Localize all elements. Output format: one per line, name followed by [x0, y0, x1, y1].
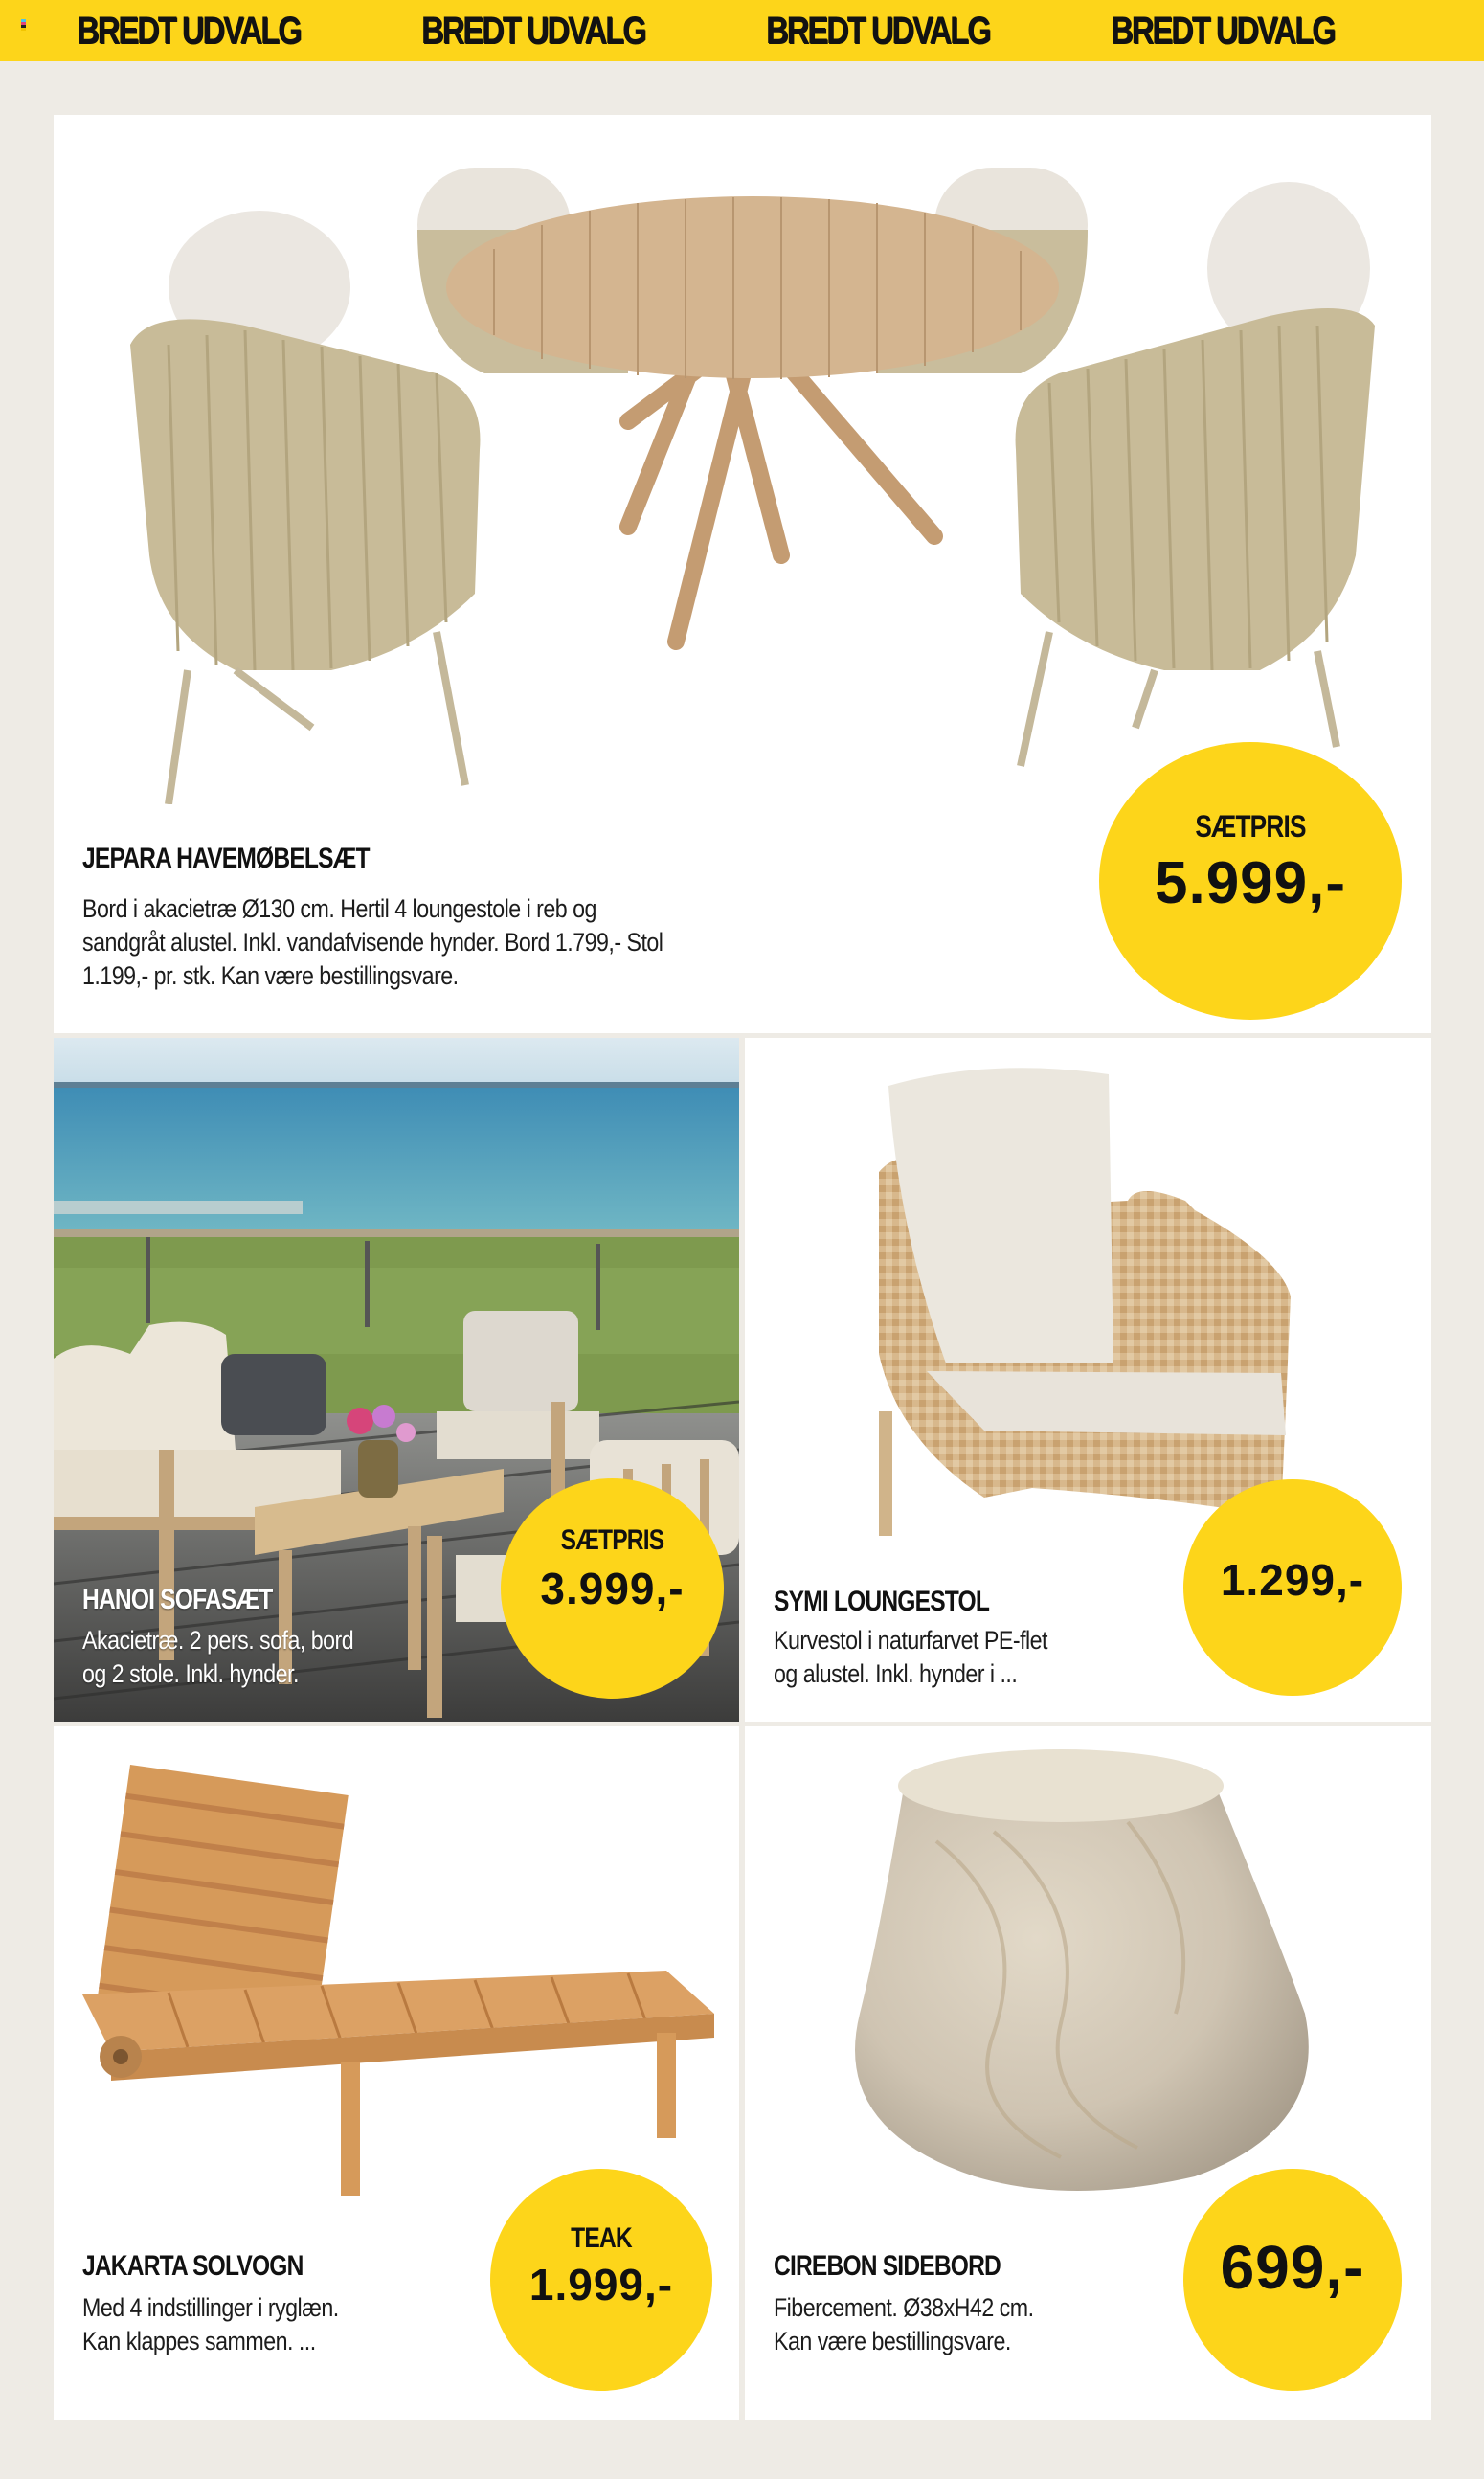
price-badge: [501, 1478, 724, 1699]
price-badge: [1183, 1479, 1402, 1696]
product-title: JAKARTA SOLVOGN: [82, 2250, 304, 2282]
price: 1.999,-: [528, 2260, 674, 2310]
description-line: Med 4 indstillinger i ryglæn.: [82, 2293, 339, 2322]
badge-label: SÆTPRIS: [560, 1524, 664, 1556]
description-line: Bord i akacietræ Ø130 cm. Hertil 4 loungestole i reb og: [82, 894, 596, 923]
price-badge: [1183, 2169, 1402, 2391]
product-card-jakarta[interactable]: [54, 1726, 739, 2420]
product-description: [774, 1624, 1153, 1691]
badge-label: SÆTPRIS: [1195, 809, 1306, 844]
price: 699,-: [1220, 2233, 1365, 2302]
badge-label: TEAK: [571, 2222, 632, 2254]
banner-tagline: BREDT UDVALG: [766, 10, 990, 52]
banner-tagline: BREDT UDVALG: [77, 10, 301, 52]
price: 5.999,-: [1154, 850, 1347, 916]
product-title: JEPARA HAVEMØBELSÆT: [82, 843, 370, 874]
product-title: CIREBON SIDEBORD: [774, 2250, 1001, 2282]
product-image-symi: [745, 1038, 1431, 1536]
price-badge: [1099, 742, 1402, 1020]
banner-tagline: BREDT UDVALG: [421, 10, 645, 52]
description-line: Kan klappes sammen. ...: [82, 2327, 316, 2355]
description-line: og alustel. Inkl. hynder i ...: [774, 1659, 1018, 1688]
description-line: Akacietræ. 2 pers. sofa, bord: [82, 1626, 354, 1655]
price: 3.999,-: [540, 1564, 685, 1613]
description-line: og 2 stole. Inkl. hynder.: [82, 1659, 299, 1688]
product-card-cirebon[interactable]: [745, 1726, 1431, 2420]
description-line: 1.199,- pr. stk. Kan være bestillingsvare.: [82, 961, 459, 990]
product-image-cirebon: [745, 1726, 1431, 2224]
description-line: sandgråt alustel. Inkl. vandafvisende hynder. Bord 1.799,- Stol: [82, 928, 663, 957]
product-card-jepara[interactable]: [54, 115, 1431, 1033]
print-color-mark-icon: [21, 19, 26, 31]
product-description: [82, 892, 823, 993]
price-badge: [490, 2169, 712, 2391]
product-description: [82, 2291, 461, 2358]
price: 1.299,-: [1220, 1555, 1365, 1605]
product-card-symi[interactable]: [745, 1038, 1431, 1722]
banner-tagline: BREDT UDVALG: [1111, 10, 1335, 52]
product-image-jakarta: [54, 1726, 739, 2205]
product-image-jepara: [92, 134, 1431, 804]
product-card-hanoi[interactable]: [54, 1038, 739, 1722]
description-line: Kurvestol i naturfarvet PE-flet: [774, 1626, 1047, 1655]
product-title: HANOI SOFASÆT: [82, 1584, 273, 1615]
product-description: [82, 1624, 461, 1691]
description-line: Fibercement. Ø38xH42 cm.: [774, 2293, 1034, 2322]
product-title: SYMI LOUNGESTOL: [774, 1586, 990, 1617]
product-description: [774, 2291, 1153, 2358]
description-line: Kan være bestillingsvare.: [774, 2327, 1011, 2355]
top-banner: [0, 0, 1484, 61]
